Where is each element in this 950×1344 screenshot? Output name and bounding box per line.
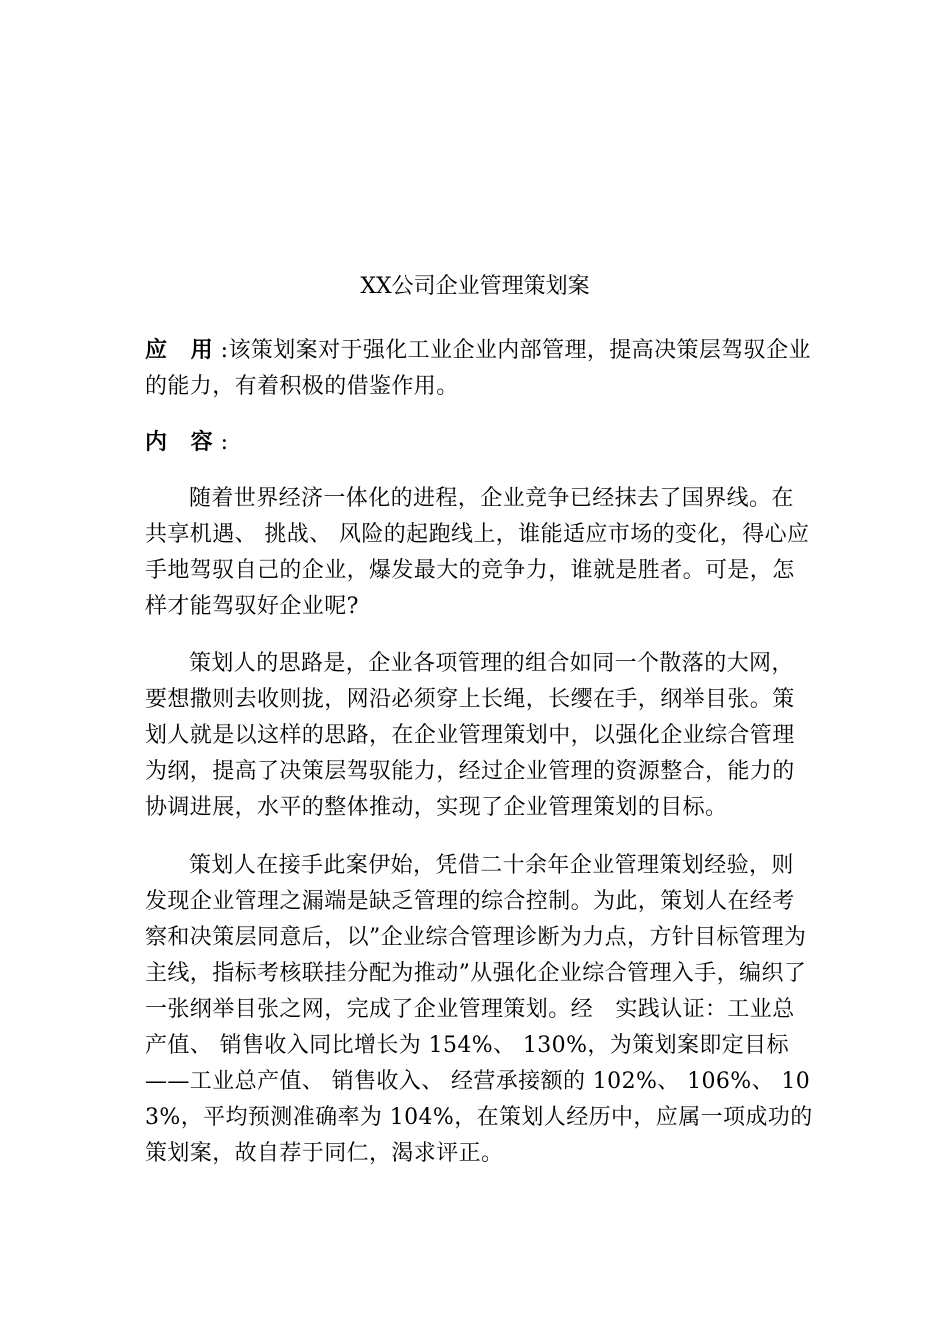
application-section: [145, 332, 813, 405]
content-label: 内 容: [145, 429, 221, 455]
body-paragraph-1: 随着世界经济一体化的进程，企业竞争已经抹去了国界线。在共享机遇、 挑战、 风险的起跑线上，谁能适应市场的变化，得心应手地驾驭自己的企业，爆发最大的竞争力，谁就是胜者。可是，怎样才能驾驭好企业呢?: [145, 486, 810, 619]
application-label: 应 用: [145, 337, 221, 363]
document-title: XX公司企业管理策划案: [360, 274, 590, 299]
body-paragraph-3: 策划人在接手此案伊始，凭借二十余年企业管理策划经验，则发现企业管理之漏端是缺乏管理的综合控制。为此，策划人在经考察和决策层同意后，以”企业综合管理诊断为力点，方针目标管理为主线，指标考核联挂分配为推动”从强化企业综合管理入手，编织了一张纲举目张之网，完成了企业管理策划。经 实践认证：工业总产值、 销售收入同比增长为 154%、 130%，为策划案即定目标——工业总产值、 销售收入、 经营承接额的 102%、 106%、 103%，平均预测准确率为 104%，在策划人经历中，应属一项成功的策划案，故自荐于同仁，渴求评正。: [145, 853, 813, 1166]
application-separator: :: [220, 338, 229, 363]
body-paragraph-2: 策划人的思路是，企业各项管理的组合如同一个散落的大网，要想撒则去收则拢，网沿必须穿上长绳，长缨在手，纲举目张。策划人就是以这样的思路，在企业管理策划中，以强化企业综合管理为纲，提高了决策层驾驭能力，经过企业管理的资源整合，能力的协调进展，水平的整体推动，实现了企业管理策划的目标。: [145, 651, 795, 820]
content-separator: :: [220, 430, 229, 455]
application-text: 该策划案对于强化工业企业内部管理，提高决策层驾驭企业的能力，有着积极的借鉴作用。: [145, 338, 811, 399]
content-heading: [145, 424, 813, 461]
